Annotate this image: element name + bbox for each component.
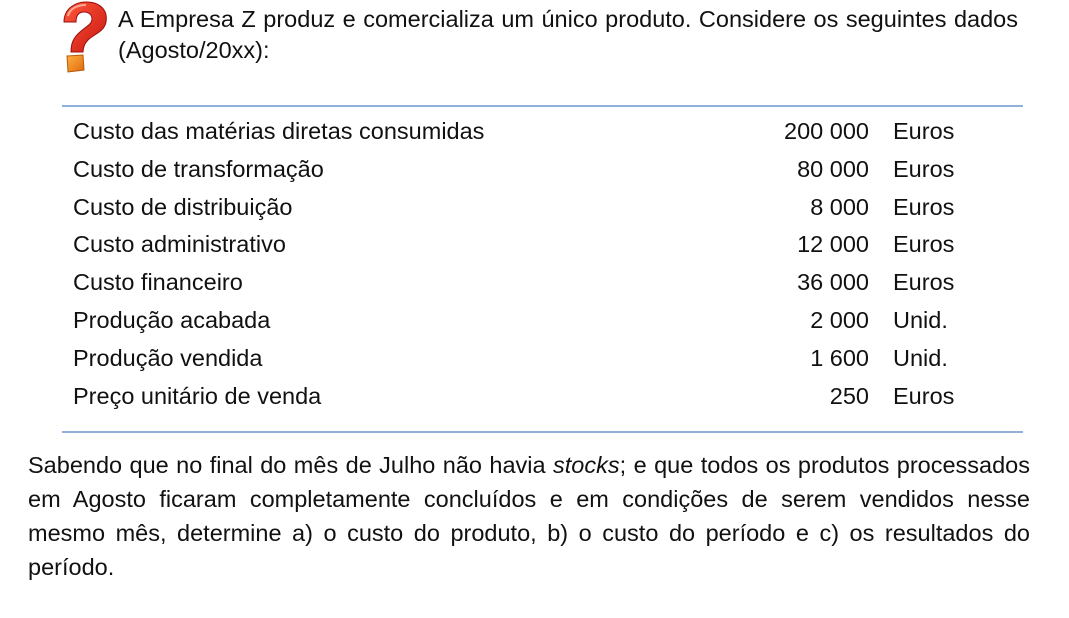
row-label: Custo de transformação	[73, 155, 324, 182]
row-unit: Euros	[893, 155, 955, 182]
row-unit: Unid.	[893, 344, 948, 371]
row-label: Preço unitário de venda	[73, 382, 322, 409]
row-label: Custo administrativo	[73, 231, 286, 258]
row-value: 8 000	[810, 193, 869, 220]
table-row	[73, 226, 973, 264]
table-row	[73, 189, 973, 227]
table-row	[73, 151, 973, 189]
row-value: 200 000	[784, 118, 869, 144]
table-bottom-divider	[62, 431, 1023, 433]
data-table	[73, 113, 973, 415]
row-label: Produção acabada	[73, 306, 271, 333]
row-label: Produção vendida	[73, 344, 263, 371]
row-label: Custo das matérias diretas consumidas	[73, 118, 485, 144]
intro-text: A Empresa Z produz e comercializa um único produto. Considere os seguintes dados (Agosto/20xx):	[118, 6, 1018, 63]
row-unit: Euros	[893, 382, 955, 409]
row-label: Custo financeiro	[73, 269, 243, 296]
row-value: 2 000	[810, 306, 869, 333]
question-italic-term: stocks	[553, 452, 620, 478]
row-unit: Euros	[893, 269, 955, 296]
table-row	[73, 264, 973, 302]
row-value: 12 000	[797, 231, 869, 258]
table-row	[73, 340, 973, 378]
table-row	[73, 113, 973, 151]
question-mark-icon	[50, 0, 112, 74]
row-unit: Euros	[893, 118, 955, 144]
row-label: Custo de distribuição	[73, 193, 293, 220]
question-paragraph	[28, 448, 1030, 584]
row-unit: Euros	[893, 193, 955, 220]
question-text-end: ; e que todos os produtos processados em Agosto ficaram completamente concluídos e em condições de serem vendidos nesse mesmo mês, determine a) o custo do produto, b) o custo do período e c) os resultados do período.	[28, 452, 1030, 580]
question-text-start: Sabendo que no final do mês de Julho não havia	[28, 452, 554, 478]
table-row	[73, 302, 973, 340]
table-top-divider	[62, 105, 1023, 107]
row-unit: Euros	[893, 231, 955, 258]
row-unit: Unid.	[893, 306, 948, 333]
row-value: 1 600	[810, 344, 869, 371]
row-value: 80 000	[797, 155, 869, 182]
row-value: 250	[829, 382, 869, 409]
row-value: 36 000	[797, 269, 869, 296]
table-row	[73, 378, 973, 416]
